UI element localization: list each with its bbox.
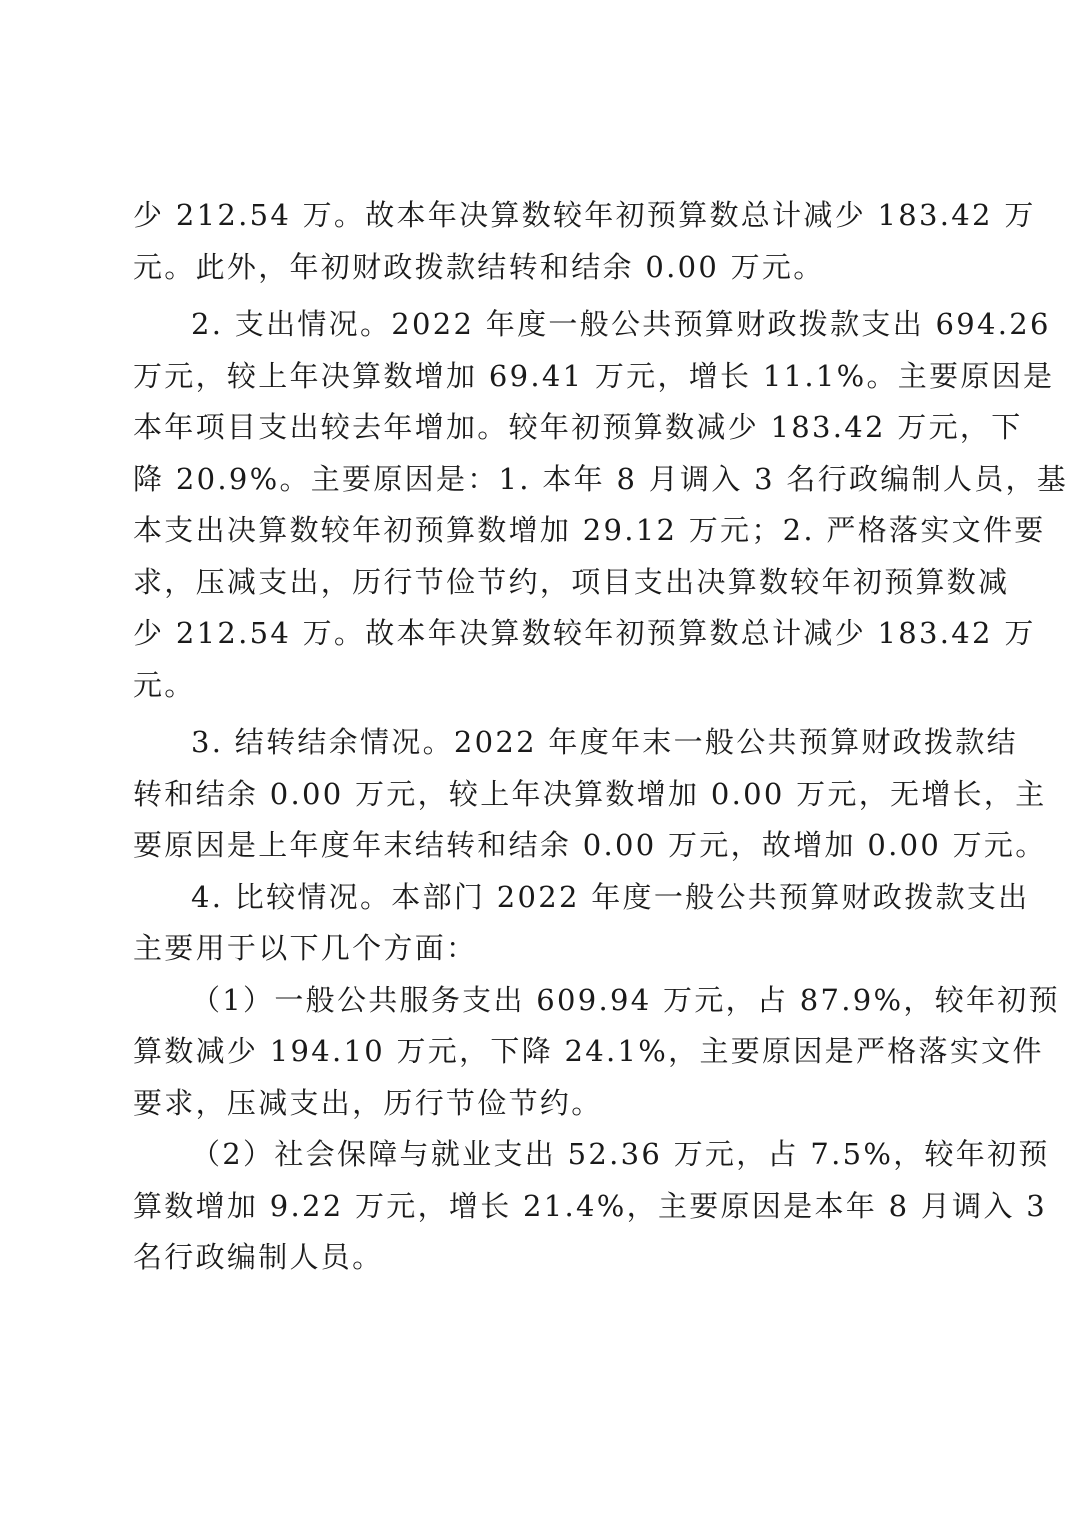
text-line: 2. 支出情况。2022 年度一般公共预算财政拨款支出 694.26: [191, 307, 1051, 341]
text-line: 算数增加 9.22 万元，增长 21.4%，主要原因是本年 8 月调入 3: [133, 1188, 1048, 1223]
paragraph-public-services: [133, 975, 1060, 1130]
text-line: 名行政编制人员。: [133, 1240, 384, 1274]
paragraph-0: [133, 190, 1036, 293]
paragraph-comparison: [133, 872, 1030, 975]
document-body: [133, 190, 1069, 1284]
text-line: 降 20.9%。主要原因是：1. 本年 8 月调入 3 名行政编制人员，基: [133, 461, 1069, 496]
text-line: 要原因是上年度年末结转和结余 0.00 万元，故增加 0.00 万元。: [133, 828, 1047, 862]
text-line: 万元，较上年决算数增加 69.41 万元，增长 11.1%。主要原因是: [133, 358, 1055, 393]
text-line: 转和结余 0.00 万元，较上年决算数增加 0.00 万元，无增长，主: [133, 776, 1047, 811]
text-line: 主要用于以下几个方面：: [133, 931, 478, 965]
text-line: 算数减少 194.10 万元，下降 24.1%，主要原因是严格落实文件: [133, 1034, 1044, 1068]
text-line: 少 212.54 万。故本年决算数较年初预算数总计减少 183.42 万: [133, 616, 1036, 650]
text-line: 本支出决算数较年初预算数增加 29.12 万元；2. 严格落实文件要: [133, 513, 1046, 547]
paragraph-social-security: [133, 1129, 1050, 1284]
text-line: 元。此外，年初财政拨款结转和结余 0.00 万元。: [133, 249, 825, 284]
text-line: 3. 结转结余情况。2022 年度年末一般公共预算财政拨款结: [191, 725, 1018, 759]
text-line: 本年项目支出较去年增加。较年初预算数减少 183.42 万元，下: [133, 410, 1023, 444]
paragraph-expenditure: [133, 299, 1069, 711]
text-line: 求，压减支出，历行节俭节约，项目支出决算数较年初预算数减: [133, 564, 1010, 599]
text-line: 元。: [133, 667, 196, 702]
text-line: 要求，压减支出，历行节俭节约。: [133, 1085, 603, 1120]
text-line: 少 212.54 万。故本年决算数较年初预算数总计减少 183.42 万: [133, 198, 1036, 232]
text-line: 4. 比较情况。本部门 2022 年度一般公共预算财政拨款支出: [191, 879, 1030, 914]
text-line: （2）社会保障与就业支出 52.36 万元，占 7.5%，较年初预: [191, 1137, 1050, 1171]
text-line: （1）一般公共服务支出 609.94 万元，占 87.9%，较年初预: [191, 982, 1060, 1017]
paragraph-carryover: [133, 717, 1047, 872]
